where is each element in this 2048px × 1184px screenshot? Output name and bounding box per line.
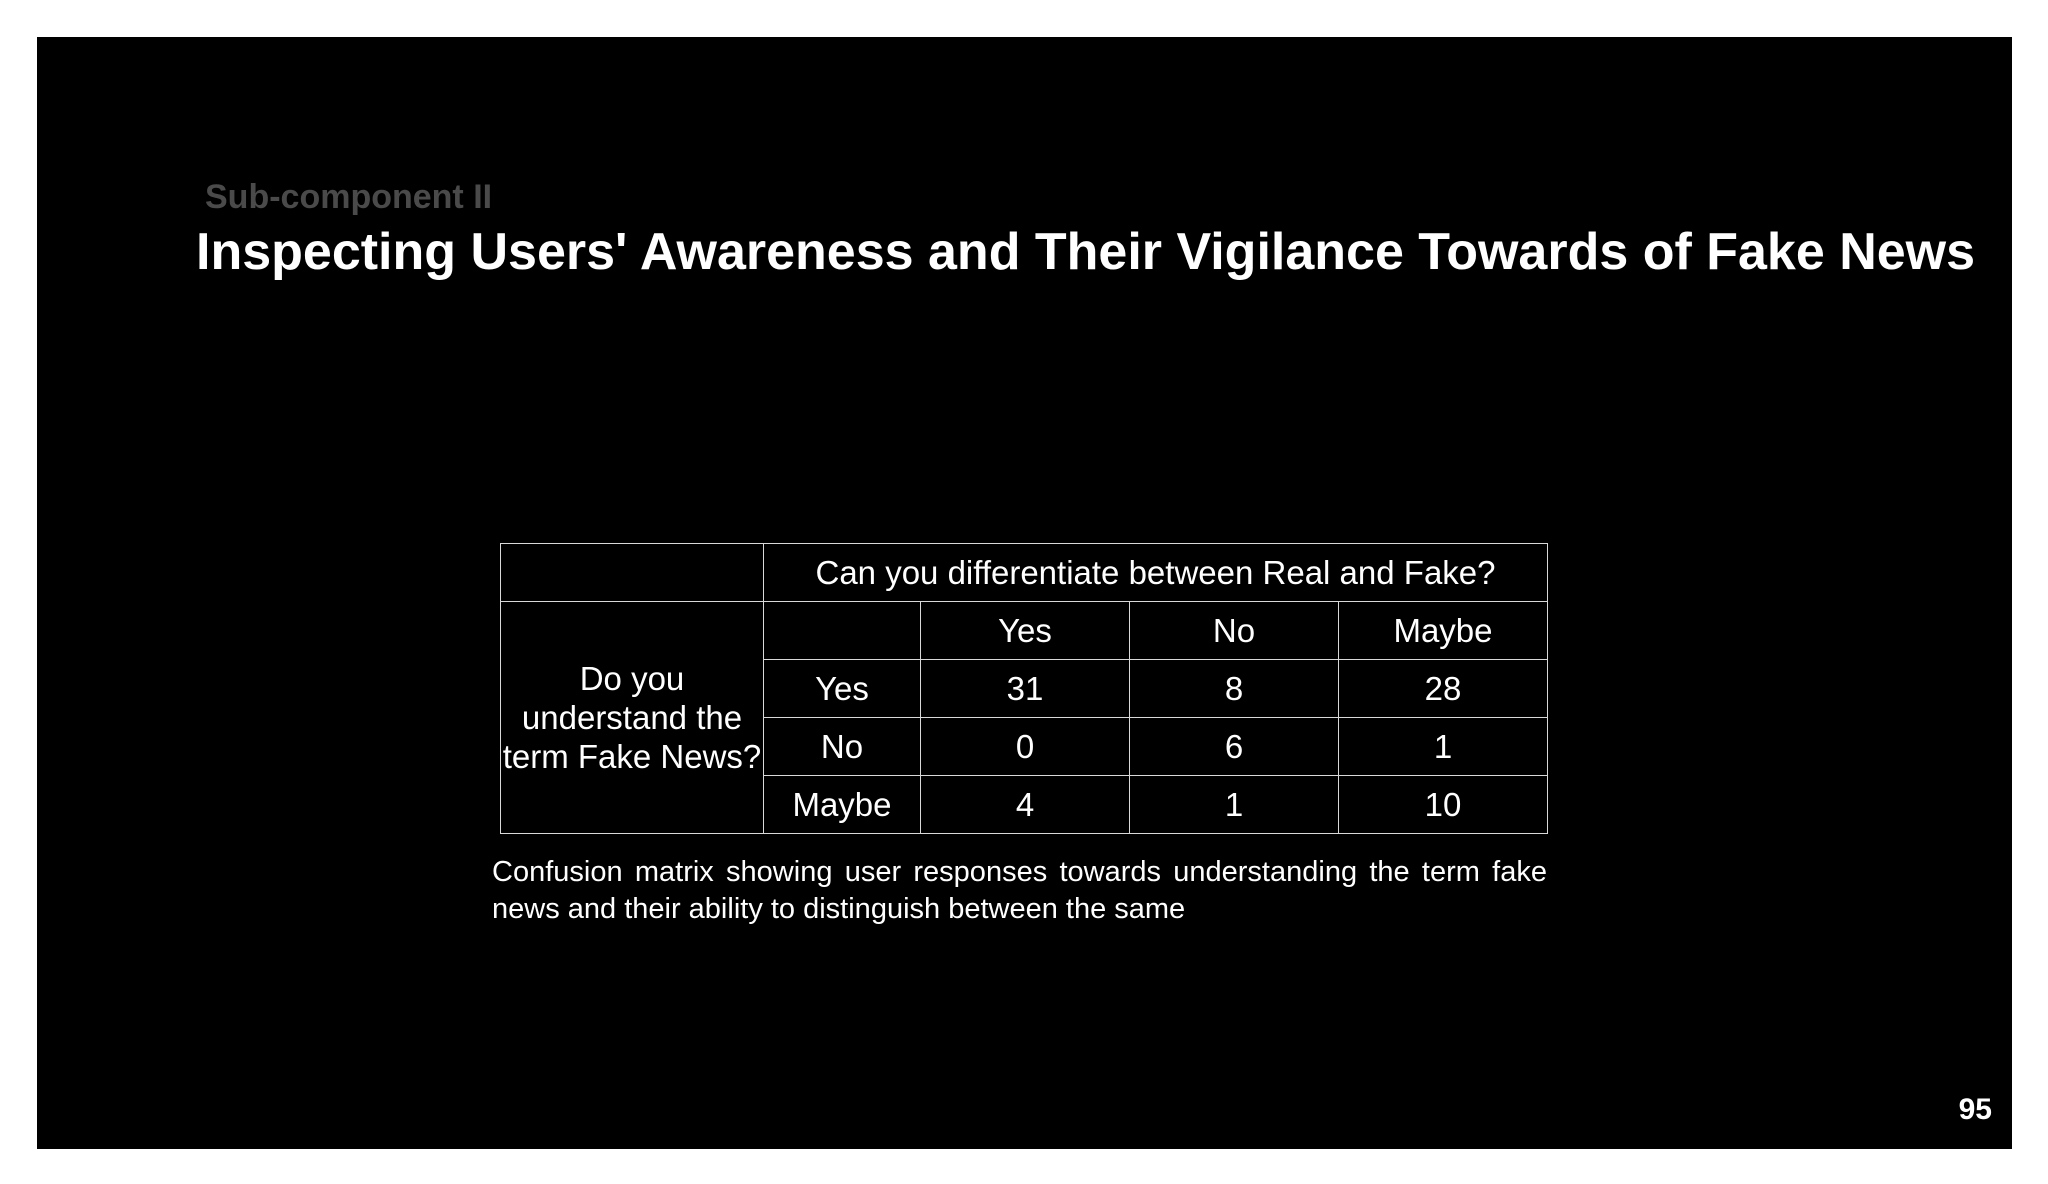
row-label-yes: Yes — [764, 660, 921, 718]
table-cell: 10 — [1339, 776, 1548, 834]
slide-subtitle: Sub-component II — [205, 178, 493, 216]
table-cell: 31 — [921, 660, 1130, 718]
slide-title: Inspecting Users' Awareness and Their Vigilance Towards of Fake News — [196, 223, 1976, 281]
page-number: 95 — [1958, 1093, 1992, 1126]
table-cell: 4 — [921, 776, 1130, 834]
column-question-header: Can you differentiate between Real and Fake? — [764, 544, 1548, 602]
table-caption: Confusion matrix showing user responses towards understanding the term fake news and their ability to distinguish between the same — [492, 856, 1547, 925]
slide — [37, 37, 2012, 1149]
column-label-maybe: Maybe — [1339, 602, 1548, 660]
table-row — [501, 544, 1548, 602]
table-cell: 28 — [1339, 660, 1548, 718]
table-cell: 8 — [1130, 660, 1339, 718]
empty-label-cell — [764, 602, 921, 660]
row-question-header: Do you understand the term Fake News? — [501, 602, 764, 834]
column-label-no: No — [1130, 602, 1339, 660]
empty-corner-cell — [501, 544, 764, 602]
row-label-no: No — [764, 718, 921, 776]
table-cell: 6 — [1130, 718, 1339, 776]
table-cell: 1 — [1130, 776, 1339, 834]
table-cell: 0 — [921, 718, 1130, 776]
confusion-matrix-table — [500, 543, 1548, 834]
column-label-yes: Yes — [921, 602, 1130, 660]
row-label-maybe: Maybe — [764, 776, 921, 834]
table-cell: 1 — [1339, 718, 1548, 776]
table-row — [501, 602, 1548, 660]
